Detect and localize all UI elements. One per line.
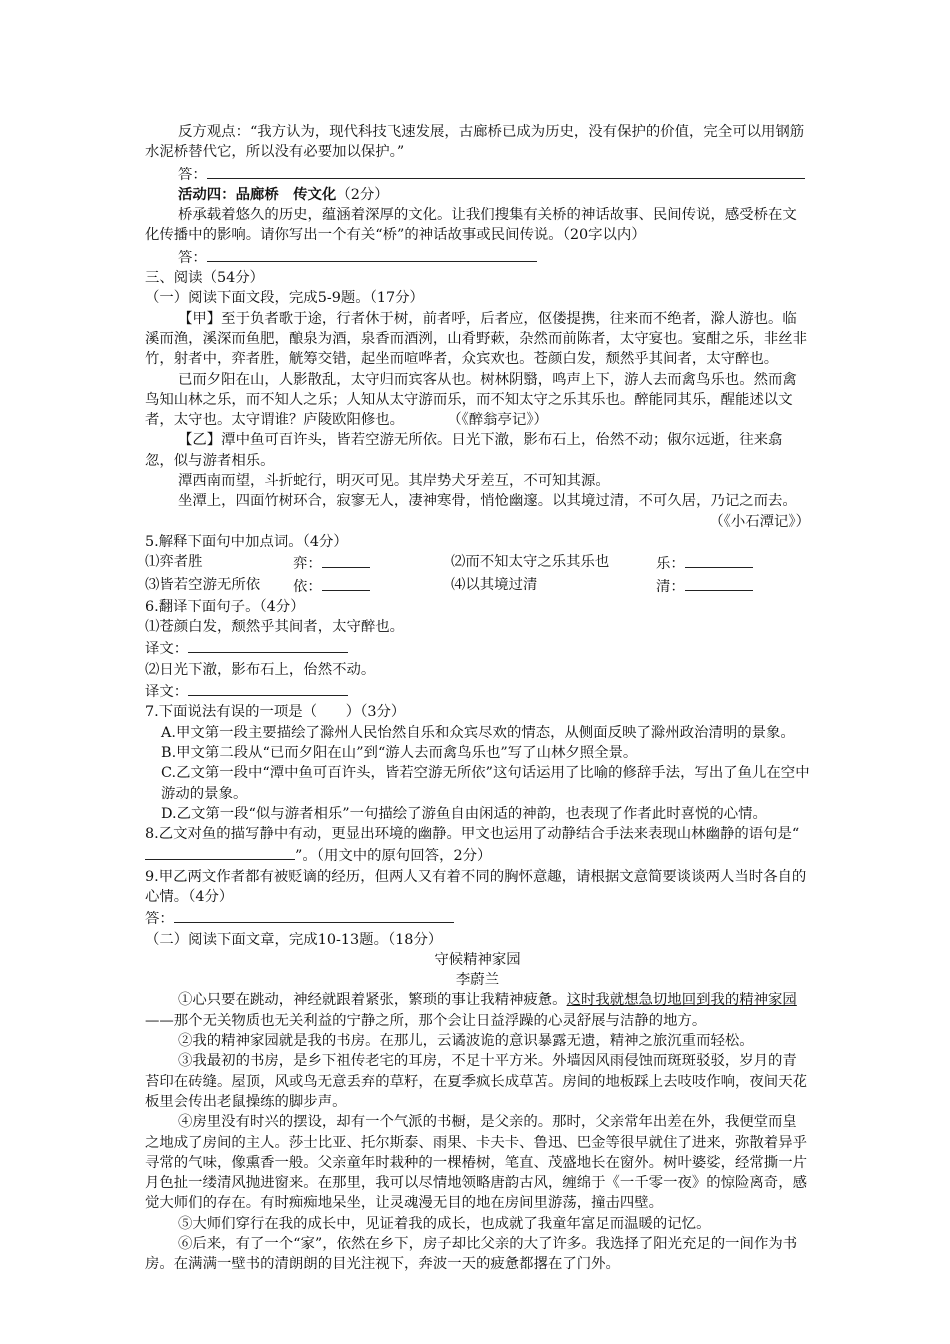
activity-four-prompt: 桥承载着悠久的历史，蕴涵着深厚的文化。让我们搜集有关桥的神话故事、民间传说，感受桥在文化传播中的影响。请你写出一个有关“桥”的神话故事或民间传说。（20字以内） [145, 207, 797, 244]
activity-score: （2分） [336, 186, 389, 203]
answer-label: 答： [178, 249, 207, 266]
q5-item: ⑷以其境过清 [451, 576, 538, 593]
answer-blank[interactable] [145, 844, 295, 860]
activity-four-title [145, 185, 810, 205]
answer-label: 答： [178, 166, 207, 183]
q6-sentence-1: ⑴苍颜白发，颓然乎其间者，太守醉也。 [145, 619, 405, 636]
question-5: 5.解释下面句中加点词。（4分） [145, 533, 348, 550]
answer-line [145, 907, 810, 929]
translation-line [145, 680, 810, 702]
article-title: 守候精神家园 [434, 951, 521, 968]
q5-answer [293, 575, 451, 597]
question-5-row-1 [145, 552, 810, 574]
translation-label: 译文： [145, 641, 189, 658]
passage-yi-source: （《小石潭记》） [709, 513, 810, 530]
q6-sentence-2: ⑵日光下澈，影布石上，佁然不动。 [145, 661, 376, 678]
part-two-heading: （二）阅读下面文章，完成10-13题。（18分） [145, 931, 443, 948]
article-author: 李蔚兰 [455, 972, 500, 989]
answer-blank[interactable] [685, 552, 753, 568]
exam-page [145, 122, 810, 1275]
answer-blank[interactable] [207, 246, 537, 262]
question-6: 6.翻译下面句子。（4分） [145, 598, 305, 615]
q5-answer [293, 552, 451, 574]
question-5-row-2 [145, 575, 810, 597]
answer-blank[interactable] [207, 163, 805, 179]
article-para-3: ③我最初的书房，是乡下祖传老宅的耳房，不足十平方米。外墙因风雨侵蚀而斑斑驳驳，岁月的青苔印在砖缝。屋顶，风或鸟无意丢弃的草籽，在夏季疯长成草苫。房间的地板踩上去吱吱作响，夜间天花板里会传出老鼠操练的脚步声。 [145, 1053, 807, 1110]
para1-text: ①心只要在跳动，神经就跟着紧张，繁琐的事让我精神疲惫。 [178, 992, 567, 1009]
q5-answer [656, 575, 753, 597]
q5-answer [656, 552, 753, 574]
q8-stem: 8.乙文对鱼的描写静中有动，更显出环境的幽静。甲文也运用了动静结合手法来表现山林幽静的语句是“ [145, 826, 800, 843]
answer-blank[interactable] [322, 552, 370, 568]
question-7: 7.下面说法有误的一项是（ ）（3分） [145, 704, 406, 721]
section-three-heading: 三、阅读（54分） [145, 270, 265, 287]
q5-word: 依： [293, 578, 322, 595]
article-para-1 [145, 990, 810, 1031]
article-para-2: ②我的精神家园就是我的书房。在那儿，云谲波诡的意识暴露无遗，精神之旅沉重而轻松。 [178, 1033, 754, 1050]
con-viewpoint: 反方观点：“我方认为，现代科技飞速发展，古廊桥已成为历史，没有保护的价值，完全可以用钢筋水泥桥替代它，所以没有必要加以保护。” [145, 124, 805, 161]
answer-blank[interactable] [174, 907, 454, 923]
answer-blank[interactable] [188, 637, 348, 653]
passage-yi-para2: 潭西南而望，斗折蛇行，明灭可见。其岸势犬牙差互，不可知其源。 [178, 473, 610, 490]
passage-jia-para1: 【甲】至于负者歌于途，行者休于树，前者呼，后者应，伛偻提携，往来而不绝者，滁人游也。临溪而渔，溪深而鱼肥，酿泉为酒，泉香而酒洌，山肴野蔌，杂然而前陈者，太守宴也。宴酣之乐，非丝非竹，射者中，弈者胜，觥筹交错，起坐而喧哗者，众宾欢也。苍颜白发，颓然乎其间者，太守醉也。 [145, 310, 807, 368]
q5-word: 弈： [293, 556, 322, 573]
article-para-4: ④房里没有时兴的摆设，却有一个气派的书橱，是父亲的。那时，父亲常年出差在外，我便堂而皇之地成了房间的主人。莎士比亚、托尔斯泰、雨果、卡夫卡、鲁迅、巴金等很早就住了进来，弥散着异乎寻常的气味，像熏香一般。父亲童年时栽种的一棵椿树，笔直、茂盛地长在窗外。树叶婆娑，经常撕一片月色扯一缕清风抛进窗来。在那里，我可以尽情地领略唐韵古风，缠绵于《一千零一夜》的惊险离奇，感觉大师们的存在。有时痴痴地呆坐，让灵魂漫无目的地在房间里游荡，撞击四壁。 [145, 1114, 807, 1212]
q5-item: ⑶皆若空游无所依 [145, 576, 261, 593]
translation-label: 译文： [145, 684, 189, 701]
activity-title: 活动四：品廊桥 传文化 [178, 185, 337, 203]
q5-word: 清： [656, 578, 685, 595]
question-9: 9.甲乙两文作者都有被贬谪的经历，但两人又有着不同的胸怀意趣，请根据文意简要谈谈两人当时各自的心情。（4分） [145, 868, 807, 905]
article-para-6: ⑥后来，有了一个“家”，依然在乡下，房子却比父亲的大了许多。我选择了阳光充足的一间作为书房。在满满一壁书的清朗朗的目光注视下，奔波一天的疲惫都撂在了门外。 [145, 1236, 798, 1273]
para1-text-end: ——那个无关物质也无关利益的宁静之所，那个会让日益浮躁的心灵舒展与洁静的地方。 [145, 1012, 707, 1029]
question-8 [145, 824, 810, 867]
passage-yi-para1: 【乙】潭中鱼可百许头，皆若空游无所依。日光下澈，影布石上，佁然不动；俶尔远逝，往来翕忽，似与游者相乐。 [145, 432, 783, 469]
q5-item: ⑴弈者胜 [145, 554, 203, 571]
q5-word: 乐： [656, 556, 685, 573]
q5-item: ⑵而不知太守之乐其乐也 [451, 554, 610, 571]
q7-option-c: C.乙文第一段中“潭中鱼可百许头，皆若空游无所依”这句话运用了比喻的修辞手法，写出了鱼儿在空中游动的景象。 [161, 765, 810, 802]
part-one-heading: （一）阅读下面文段，完成5-9题。（17分） [145, 290, 424, 307]
answer-label: 答： [145, 911, 174, 928]
answer-line [145, 246, 810, 268]
q8-tail: ”。（用文中的原句回答，2分） [295, 848, 492, 865]
para1-underlined: 这时我就想急切地回到我的精神家园 [566, 992, 797, 1009]
q7-option-a: A.甲文第一段主要描绘了滁州人民怡然自乐和众宾尽欢的情态，从侧面反映了滁州政治清明的景象。 [161, 724, 795, 741]
passage-jia-para2: 已而夕阳在山，人影散乱，太守归而宾客从也。树林阴翳，鸣声上下，游人去而禽鸟乐也。然而禽鸟知山林之乐，而不知人之乐；人知从太守游而乐，而不知太守之乐其乐也。醉能同其乐，醒能述以文者，太守也。太守谓谁？庐陵欧阳修也。 （《醉翁亭记》） [145, 371, 797, 429]
q7-option-d: D.乙文第一段“似与游者相乐”一句描绘了游鱼自由闲适的神韵，也表现了作者此时喜悦的心情。 [161, 805, 767, 822]
answer-blank[interactable] [188, 680, 348, 696]
answer-blank[interactable] [322, 575, 370, 591]
passage-yi-para3: 坐潭上，四面竹树环合，寂寥无人，凄神寒骨，悄怆幽邃。以其境过清，不可久居，乃记之而去。 [178, 493, 797, 510]
answer-line [145, 163, 810, 185]
article-para-5: ⑤大师们穿行在我的成长中，见证着我的成长，也成就了我童年富足而温暖的记忆。 [178, 1215, 711, 1232]
q7-option-b: B.甲文第二段从“已而夕阳在山”到“游人去而禽鸟乐也”写了山林夕照全景。 [161, 744, 638, 761]
translation-line [145, 637, 810, 659]
answer-blank[interactable] [685, 575, 753, 591]
